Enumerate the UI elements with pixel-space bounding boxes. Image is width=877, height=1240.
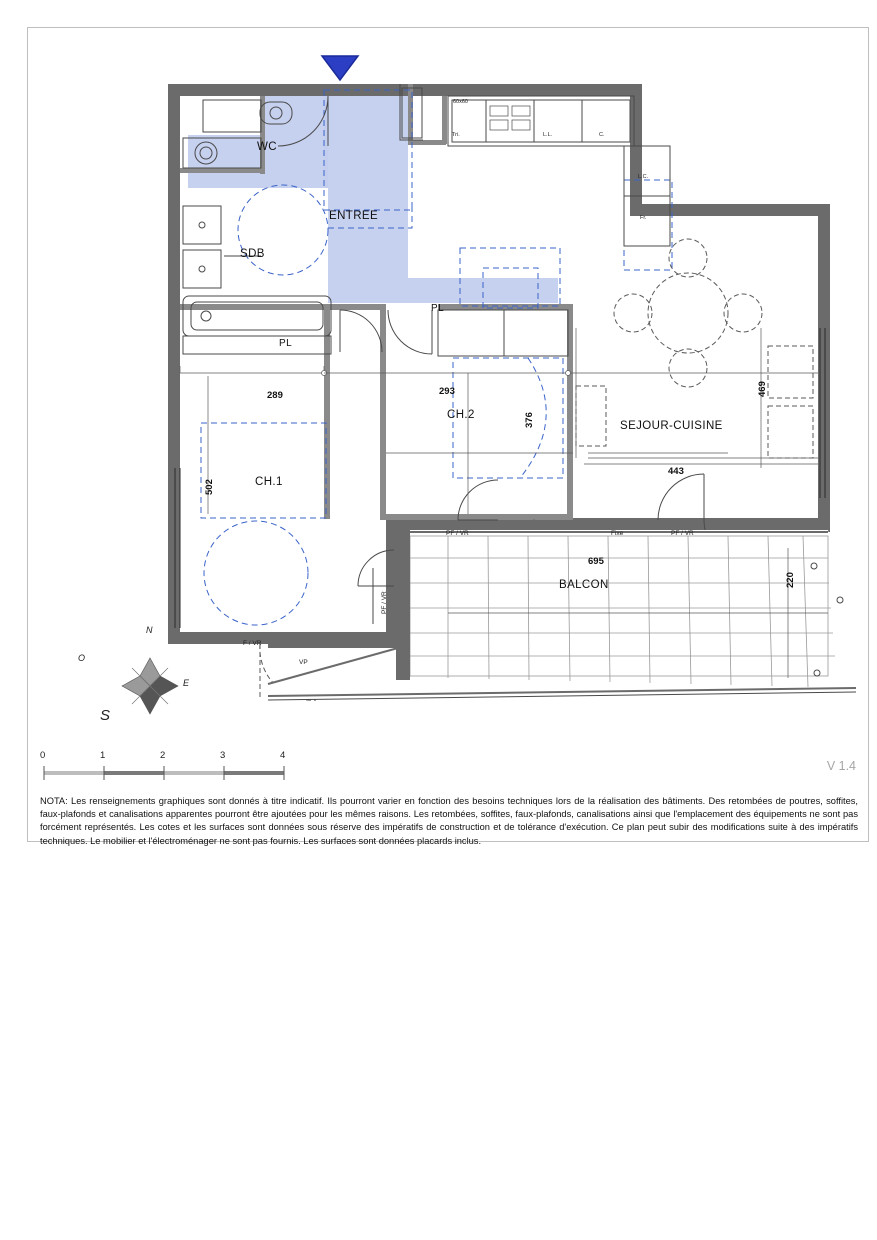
dim-443: 443 — [668, 466, 684, 477]
room-label-sejour-cuisine: SEJOUR-CUISINE — [620, 420, 723, 432]
annotation-window-pfvr-vertical: PF / VR — [381, 591, 388, 614]
entry-marker — [322, 56, 358, 80]
room-label-placard-sdb: PL — [279, 338, 293, 349]
version-label: V 1.4 — [826, 759, 856, 773]
room-label-entree: ENTREE — [329, 210, 379, 222]
dim-469: 469 — [757, 381, 768, 397]
compass-west-label: O — [78, 653, 86, 663]
annotation-kitchen-size: 60x60 — [453, 99, 468, 105]
annotation-window-fixe: Fixe — [611, 530, 624, 537]
annotation-kitchen-lc: L.C. — [638, 174, 649, 180]
annotation-kitchen-fr: Fr. — [640, 215, 647, 221]
dim-293: 293 — [439, 386, 455, 397]
nota-text: NOTA: Les renseignements graphiques sont donnés à titre indicatif. Ils pourront varier en fonction des besoins techniques lors de la réalisation des bâtiments. Des retombées de poutres, soffites, faux-plafonds et canalisations apparentes pourront être ajoutées pour les mêmes raisons. Les retombées, soffites, faux-plafonds, canalisations ainsi que l'emplacement des équipements ne sont pas forcément représentés. Les cotes et les surfaces sont données sous réserve des impératifs de construction et de tolérance d'exécution. Ce plan peut subir des modifications suite à des impératifs techniques. Le mobilier et l'électroménager ne sont pas fournis. Les surfaces sont données placards inclus. — [40, 796, 858, 846]
annotation-kitchen-ll: L.L. — [543, 132, 553, 138]
dim-695: 695 — [588, 556, 604, 567]
room-label-balcon: BALCON — [559, 579, 609, 591]
compass-north-label: N — [146, 625, 153, 635]
dim-376: 376 — [524, 412, 535, 428]
compass-east-label: E — [183, 678, 190, 688]
dim-502: 502 — [204, 479, 215, 495]
annotation-kitchen-c: C. — [599, 132, 605, 138]
annotation-window-fvr: F / VR — [243, 640, 262, 647]
annotation-window-pfvr-2: PF / VR — [671, 530, 694, 537]
annotation-window-pfvr-1: PF / VR — [446, 530, 469, 537]
scale-tick-0: 0 — [40, 750, 46, 761]
compass-rose — [122, 658, 178, 714]
dim-289: 289 — [267, 390, 283, 401]
room-label-chambre-1: CH.1 — [255, 476, 283, 488]
room-label-sdb: SDB — [240, 248, 265, 260]
dim-220: 220 — [785, 572, 796, 588]
annotation-kitchen-tray: Tri. — [452, 132, 460, 138]
compass-south-label: S — [100, 707, 111, 724]
room-label-chambre-2: CH.2 — [447, 409, 475, 421]
scale-tick-1: 1 — [100, 750, 106, 761]
floorplan-drawing — [28, 28, 870, 843]
scale-tick-4: 4 — [280, 750, 286, 761]
floorplan-sheet — [27, 27, 869, 846]
annotation-window-vp: VP — [299, 659, 308, 666]
scale-bar — [40, 750, 300, 793]
scale-tick-2: 2 — [160, 750, 166, 761]
room-label-placard-couloir: PL — [431, 303, 445, 314]
scale-tick-3: 3 — [220, 750, 226, 761]
room-label-wc: WC — [257, 141, 277, 153]
